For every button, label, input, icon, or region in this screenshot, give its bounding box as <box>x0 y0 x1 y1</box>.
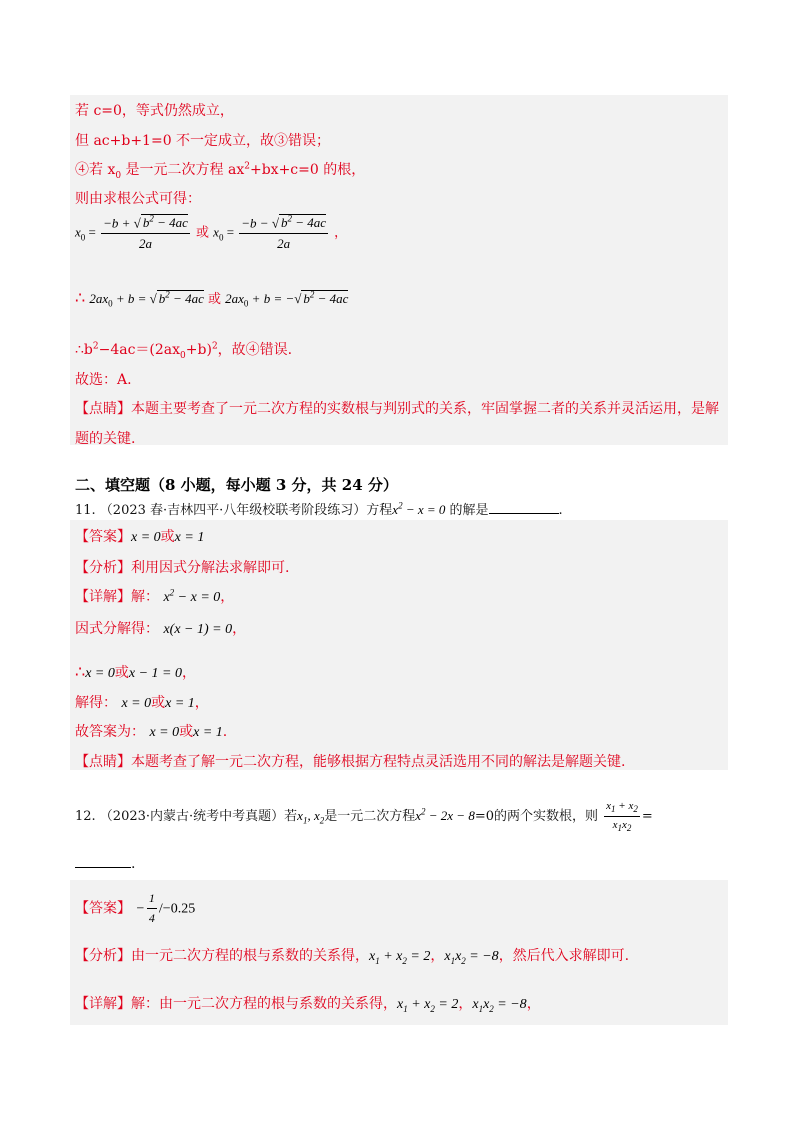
question-12: 12. （2023·内蒙古·统考中考真题）若$x_1$, $x_2$是一元二次方程$x^2 - 2x - 8=0$的两个实数根，则 $\frac{x_1 + x_2}{x_1x_2}$ = <box>75 800 653 834</box>
q11-factor: 因式分解得： x(x − 1) = 0， <box>75 621 247 637</box>
solution-line-2: 但 ac+b+1=0 不一定成立，故③错误； <box>75 133 331 149</box>
q11-analysis: 【分析】利用因式分解法求解即可. <box>75 560 290 576</box>
q12-analysis: 【分析】由一元二次方程的根与系数的关系得，$x_1 + x_2 = 2$，$x_1x_2 = -8$，然后代入求解即可. <box>75 948 630 966</box>
root-formula-plus: $\frac{-b + √ b^2 - 4ac}{2a}$ <box>103 214 188 252</box>
q12-blank-line: . <box>75 856 135 872</box>
q11-detail: 【详解】解： $x^2 - x = 0$， <box>75 587 235 605</box>
root-formula-minus: $\frac{-b - √ b^2 - 4ac}{2a}$ <box>241 214 327 252</box>
solution-line-1: 若 c=0，等式仍然成立， <box>75 103 234 119</box>
q11-therefore: ∴x = 0或x − 1 = 0， <box>75 662 196 681</box>
root-formula-line: $x_0$ = $\frac{-b + √ b^2 - 4ac}{2a}$ 或 $x_0$ = $\frac{-b - √ b^2 - 4ac}{2a}$ ， <box>75 214 348 252</box>
q12-detail: 【详解】解：由一元二次方程的根与系数的关系得，$x_1 + x_2 = 2$，$x_1x_2 = -8$， <box>75 996 541 1014</box>
q12-answer: 【答案】 − $\frac{1}{4}$ /−0.25 <box>75 891 196 925</box>
q11-final: 故答案为： x = 0或x = 1. <box>75 724 228 740</box>
question-11: 11. （2023 春·吉林四平·八年级校联考阶段练习）方程$x^2 - x = 0$ 的解是 . <box>75 500 563 518</box>
therefore-line: ∴ $2ax_0 + b$ = √ $b^2 - 4ac$ 或 $2ax_0 + b$ = −√ $b^2 - 4ac$ <box>75 288 349 309</box>
solution-line-7: $\therefore b^2-4ac=(2ax_0+b)^2$，故④错误. <box>75 341 293 361</box>
review-line-1: 【点睛】本题主要考查了一元二次方程的实数根与判别式的关系，牢固掌握二者的关系并灵活运用，是解 <box>75 401 719 417</box>
choice-line: 故选：A. <box>75 372 132 388</box>
solution-line-3: ④若 $x_0$ 是一元二次方程 $ax^2+bx+c=0$ 的根， <box>75 161 366 181</box>
q11-solve: 解得： x = 0或x = 1， <box>75 695 209 711</box>
q12-ratio-fraction: $\frac{x_1 + x_2}{x_1x_2}$ <box>606 800 638 834</box>
q11-answer: 【答案】x = 0或x = 1 <box>75 529 205 545</box>
q11-review: 【点睛】本题考查了解一元二次方程，能够根据方程特点灵活选用不同的解法是解题关键. <box>75 754 626 770</box>
section-title: 二、填空题（8 小题，每小题 3 分，共 24 分） <box>75 476 398 494</box>
review-line-2: 题的关键. <box>75 431 136 447</box>
solution-line-4: 则由求根公式可得： <box>75 191 201 207</box>
